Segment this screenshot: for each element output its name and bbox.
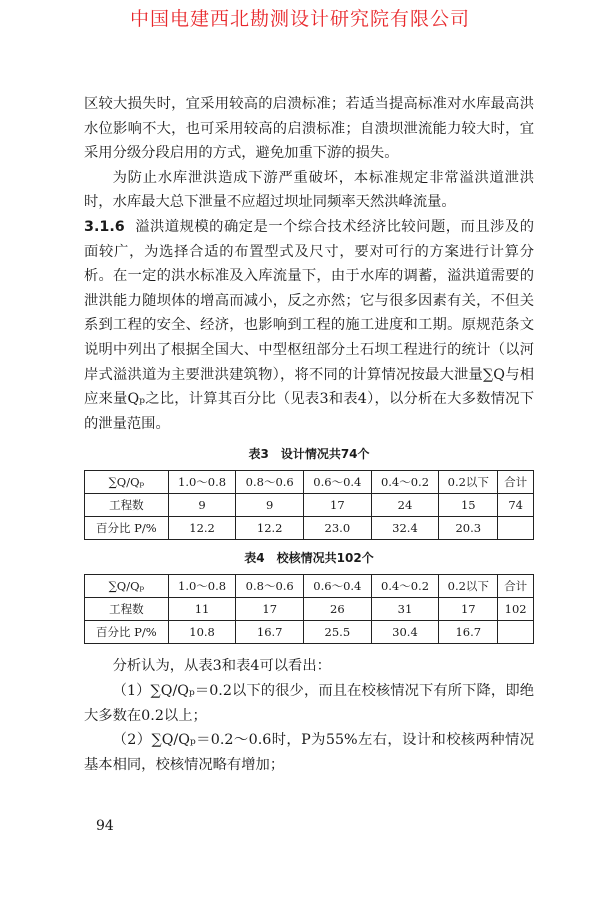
table-header-cell: 0.2以下 (439, 575, 498, 598)
table-cell: 9 (236, 494, 304, 517)
table-row (85, 621, 534, 644)
table-header-cell: 1.0～0.8 (168, 471, 236, 494)
page-number: 94 (96, 818, 114, 834)
table-cell: 24 (371, 494, 439, 517)
analysis-intro: 分析认为，从表3和表4可以看出： (112, 658, 331, 675)
section-number: 3.1.6 (84, 218, 125, 235)
table3-caption: 表3 设计情况共74个 (248, 447, 370, 462)
table-cell: 25.5 (304, 621, 372, 644)
table-cell: 16.7 (236, 621, 304, 644)
table-header-cell: 合计 (498, 575, 534, 598)
table-header-cell: 0.4～0.2 (371, 471, 439, 494)
table-cell: 20.3 (439, 517, 498, 540)
table-header-cell: 0.6～0.4 (304, 471, 372, 494)
table-header-cell: 合计 (498, 471, 534, 494)
table-cell: 15 (439, 494, 498, 517)
paragraph-3-1-6 (84, 215, 534, 436)
table-cell: 9 (168, 494, 236, 517)
table-cell: 11 (168, 598, 236, 621)
table-cell: 32.4 (371, 517, 439, 540)
page-body (84, 92, 534, 777)
paragraph-spillway-limit: 为防止水库泄洪造成下游严重破坏，本标准规定非常溢洪道泄洪时，水库最大总下泄量不应超过坝址同频率天然洪峰流量。 (84, 169, 534, 211)
table-header-cell: 1.0～0.8 (168, 575, 236, 598)
table-header-cell: ∑Q/Qₚ (85, 471, 169, 494)
table-header-cell: 0.6～0.4 (304, 575, 372, 598)
table-cell: 17 (304, 494, 372, 517)
header-watermark: 中国电建西北勘测设计研究院有限公司 (129, 8, 470, 30)
table-cell: 百分比 P/% (85, 517, 169, 540)
table-cell: 百分比 P/% (85, 621, 169, 644)
table-header-cell: 0.4～0.2 (371, 575, 439, 598)
table-cell: 30.4 (371, 621, 439, 644)
table-cell: 工程数 (85, 494, 169, 517)
table-cell: 23.0 (304, 517, 372, 540)
table-cell: 工程数 (85, 598, 169, 621)
table-header-cell: 0.2以下 (439, 471, 498, 494)
table-row (85, 517, 534, 540)
table-cell: 102 (498, 598, 534, 621)
table-cell: 31 (371, 598, 439, 621)
analysis-list (84, 654, 534, 777)
table-cell: 16.7 (439, 621, 498, 644)
table-cell: 26 (304, 598, 372, 621)
table-header-row (85, 471, 534, 494)
table-header-cell: ∑Q/Qₚ (85, 575, 169, 598)
table3 (84, 470, 534, 540)
paragraph-continuation: 区较大损失时，宜采用较高的启溃标准；若适当提高标准对水库最高洪水位影响不大，也可采用较高的启溃标准；自溃坝泄流能力较大时，宜采用分级分段启用的方式，避免加重下游的损失。 (84, 96, 534, 162)
table-header-row (85, 575, 534, 598)
table-header-cell: 0.8～0.6 (236, 471, 304, 494)
table-cell: 17 (236, 598, 304, 621)
list-item: （2）∑Q/Qₚ＝0.2～0.6时，P为55%左右，设计和校核两种情况基本相同，校核情况略有增加； (84, 732, 534, 773)
table-cell: 12.2 (168, 517, 236, 540)
table-cell (498, 621, 534, 644)
section-text: 溢洪道规模的确定是一个综合技术经济比较问题，而且涉及的面较广，为选择合适的布置型式及尺寸，要对可行的方案进行计算分析。在一定的洪水标准及入库流量下，由于水库的调蓄，溢洪道需要的泄洪能力随坝体的增高而减小，反之亦然；它与很多因素有关，不但关系到工程的安全、经济，也影响到工程的施工进度和工期。原规范条文说明中列出了根据全国大、中型枢纽部分土石坝工程进行的统计（以河岸式溢洪道为主要泄洪建筑物），将不同的计算情况按最大泄量∑Q与相应来量Qₚ之比，计算其百分比（见表3和表4），以分析在大多数情况下的泄量范围。 (84, 218, 534, 432)
table4-caption: 表4 校核情况共102个 (244, 551, 374, 566)
table4 (84, 574, 534, 644)
table-cell (498, 517, 534, 540)
table-row (85, 494, 534, 517)
list-item: （1）∑Q/Qₚ＝0.2以下的很少，而且在校核情况下有所下降，即绝大多数在0.2以上； (84, 682, 534, 724)
table-cell: 10.8 (168, 621, 236, 644)
table-cell: 12.2 (236, 517, 304, 540)
table-header-cell: 0.8～0.6 (236, 575, 304, 598)
table-cell: 17 (439, 598, 498, 621)
table-row (85, 598, 534, 621)
table-cell: 74 (498, 494, 534, 517)
